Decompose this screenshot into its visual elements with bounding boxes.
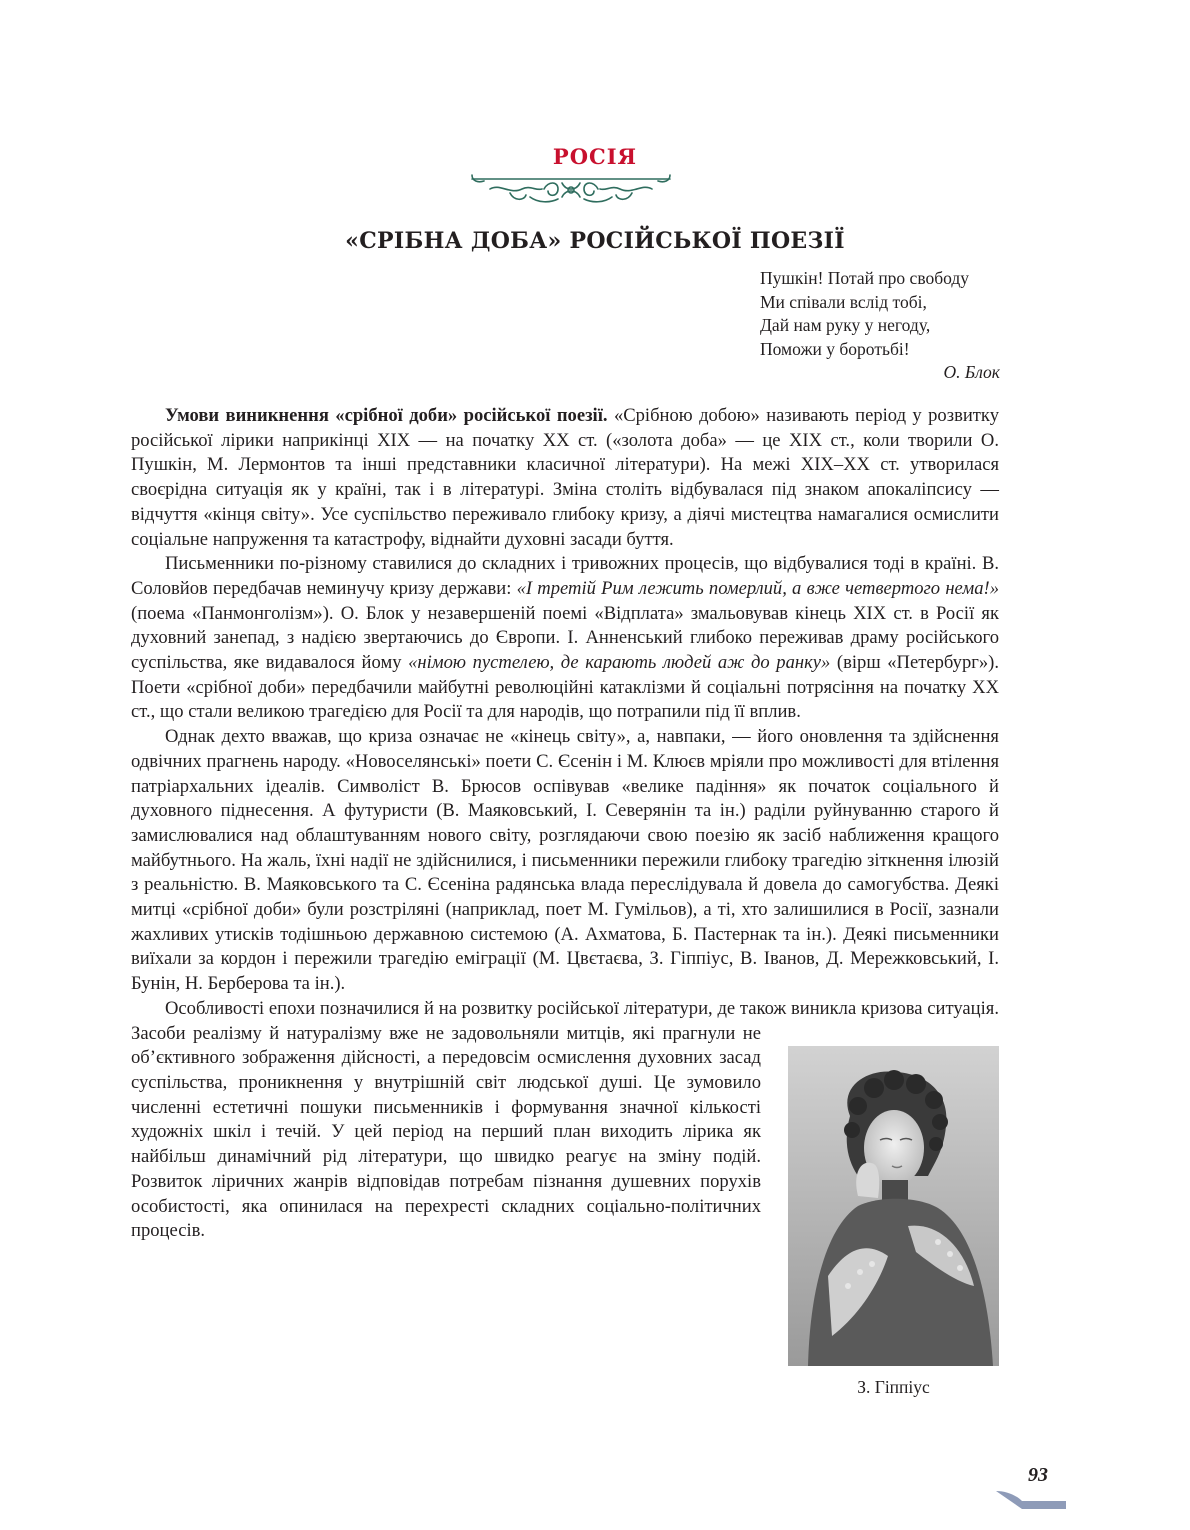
epigraph-line: Дай нам руку у негоду, xyxy=(760,315,931,335)
paragraph-text: «Срібною добою» називають період у розвитку російської лірики наприкінці XIX — на початку XX ст. («золота доба» — це XIX ст., коли творили О. Пушкін, М. Лермонтов та інші представники класичної літератури). На межі XIX–XX ст. утворилася своєрідна ситуація як у країні, так і в літературі. Зміна століть відбувалася під знаком апокаліпсису — відчуття «кінця світу». Усе суспільство переживало глибоку кризу, а діячі мистецтва намагалися осмислити соціальне напруження та катастрофу, віднайти духовні засади буття. xyxy=(131,405,999,550)
body-text xyxy=(131,404,999,1416)
paragraph xyxy=(131,552,999,725)
paragraph: Особливості епохи позначилися й на розвитку російської літератури, де також виникла кризова ситуація. Засоби реалізму й натуралізму вже не задовольняли митців, які прагнули не об’єктивного зображення дійсності, а передовсім осмислення духовних засад суспільства, проникнення у внутрішній світ людської душі. Це зумовило численні естетичні пошуки письменників і формування значної кількості художніх шкіл і течій. У цей період на перший план виходить лірика як найбільш динамічний рід літератури, що швидко реагує на зміну подій. Розвиток ліричних жанрів відповідав потребам пізнання душевних порухів особистості, яка опинилася на перехресті складних соціально-політичних процесів. xyxy=(131,997,999,1242)
paragraph-text: Письменники по-різному ставилися до складних і тривожних процесів, що відбувалися тоді в країні. В. Соловйов передбачав неминучу кризу держави: xyxy=(131,553,999,599)
photo-spacer xyxy=(761,1036,999,1416)
quote: «німою пустелею, де карають людей аж до ранку» xyxy=(408,652,831,674)
epigraph-line: Поможи у боротьбі! xyxy=(760,338,910,359)
epigraph-author: О. Блок xyxy=(943,362,1000,382)
quote: «І третій Рим лежить померлий, а вже четвертого нема!» xyxy=(516,577,999,599)
page-number: 93 xyxy=(1028,1464,1048,1486)
epigraph xyxy=(760,267,1000,385)
epigraph-line: Пушкін! Потай про свободу xyxy=(760,268,970,288)
paragraph-text: (вірш «Петербург»). Поети «срібної доби» передбачили майбутні революційні катаклізми й соціальні потрясіння на початку XX ст., що стали великою трагедією для Росії та для народів, що потрапили під її вплив. xyxy=(131,652,999,723)
photo-caption: З. Гіппіус xyxy=(857,1377,930,1397)
paragraph-text: (поема «Панмонголізм»). О. Блок у незавершеній поемі «Відплата» змальовував кінець XIX ст. в Росії як духовний занепад, з надією звертаючись до Європи. І. Анненський глибоко переживав драму російського суспільства, яке видавалося йому xyxy=(131,602,999,674)
page-tab-decoration xyxy=(996,1489,1066,1509)
section-title: РОСІЯ xyxy=(552,144,638,169)
epigraph-line: Ми співали вслід тобі, xyxy=(760,291,927,312)
paragraph: Однак дехто вважав, що криза означає не «кінець світу», а, навпаки, — його оновлення та здійснення одвічних прагнень народу. «Новоселянські» поети С. Єсенін і М. Клюєв мріяли про можливості для втілення патріархальних ідеалів. Символіст В. Брюсов оспівував «велике падіння» як початок соціального й духовного піднесення. А футуристи (В. Маяковський, І. Северянін та ін.) раділи руйнуванню старого й замислювалися над облаштуванням нового світу, розглядаючи свою поезію як засіб наближення кращого майбутнього. На жаль, їхні надії не здійснилися, і письменники пережили глибоку трагедію зіткнення ілюзій з реальністю. В. Маяковського та С. Єсеніна радянська влада переслідувала й довела до самогубства. Деякі митці «срібної доби» були розстріляні (наприклад, поет М. Гумільов), а ті, хто залишилися в Росії, зазнали жахливих утисків тодішньою державною системою (А. Ахматова, Б. Пастернак та ін.). Деякі письменники виїхали за кордон і пережили трагедію еміграції (М. Цвєтаєва, З. Гіппіус, В. Іванов, Д. Мережковський, І. Бунін, Н. Берберова та ін.). xyxy=(131,726,999,995)
decorative-ornament xyxy=(470,171,672,207)
chapter-title: «СРІБНА ДОБА» РОСІЙСЬКОЇ ПОЕЗІЇ xyxy=(345,228,845,254)
paragraph xyxy=(131,404,999,552)
paragraph-heading: Умови виникнення «срібної доби» російської поезії. xyxy=(165,405,614,426)
